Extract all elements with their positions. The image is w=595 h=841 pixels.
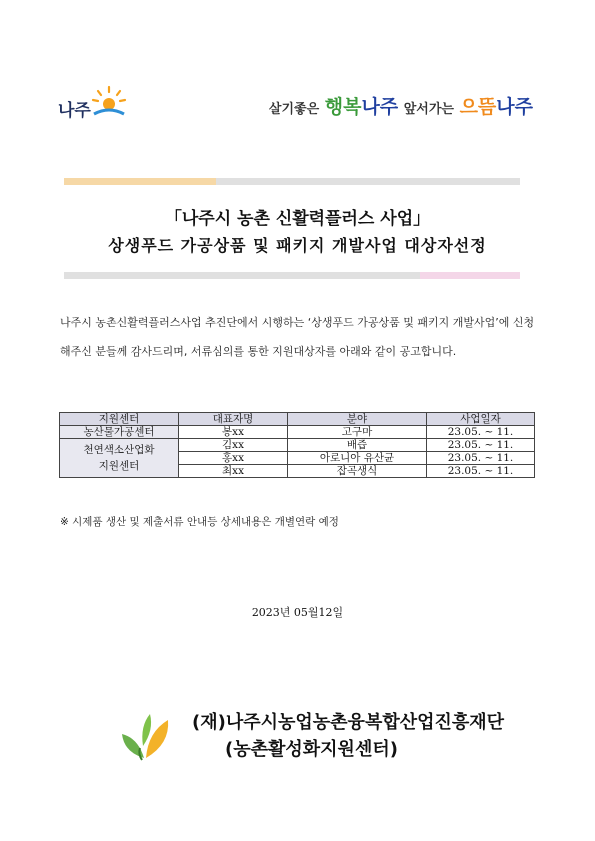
name-cell: 봉xx [179,426,288,439]
center-cell [60,439,179,478]
date-cell: 23.05. ~ 11. [427,452,535,465]
table-header-row [60,413,535,426]
slogan-part: 앞서가는 [403,102,454,117]
slogan-part: 나주 [361,96,399,118]
name-cell: 김xx [179,439,288,452]
field-cell: 잡곡생식 [288,465,427,478]
column-header: 대표자명 [179,413,288,426]
center-label: 지원센터 [98,460,140,472]
title-divider-top [64,178,520,185]
page-title: 「나주시 농촌 신활력플러스 사업」 [164,209,431,229]
sun-logo-icon [88,84,130,120]
table-row [60,426,535,439]
center-cell: 농산물가공센터 [60,426,179,439]
field-cell: 고구마 [288,426,427,439]
field-cell: 배즙 [288,439,427,452]
slogan-part: 으뜸 [459,96,497,118]
foundation-leaf-logo-icon [116,708,176,768]
naju-logo [58,84,138,124]
date-cell: 23.05. ~ 11. [427,439,535,452]
column-header: 사업일자 [427,413,535,426]
slogan-part: 나주 [496,96,533,118]
name-cell: 최xx [179,465,288,478]
center-label: 천연색소산업화 [83,444,155,456]
intro-paragraph: 나주시 농촌신활력플러스사업 추진단에서 시행하는 ‘상생푸드 가공상품 및 패키지 개발사업’에 신청해주신 분들께 감사드리며, 서류심의를 통한 지원대상자를 아래와 같이 공고합니다. [60,316,535,358]
date-cell: 23.05. ~ 11. [427,426,535,439]
note-text: ※ 시제품 생산 및 제출서류 안내등 상세내용은 개별연락 예정 [60,516,339,528]
slogan-part: 살기좋은 [268,102,320,117]
column-header: 지원센터 [60,413,179,426]
table-row [60,439,535,452]
selection-table [59,412,535,478]
field-cell: 아로니아 유산균 [288,452,427,465]
organization-name: (재)나주시농업농촌융복합산업진흥재단 [192,712,505,733]
page-subtitle: 상생푸드 가공상품 및 패키지 개발사업 대상자선정 [108,236,487,255]
name-cell: 홍xx [179,452,288,465]
logo-text: 나주 [58,101,91,121]
title-divider-bottom [64,272,520,279]
column-header: 분야 [288,413,427,426]
announcement-date: 2023년 05월12일 [251,606,344,619]
slogan-part: 행복 [324,96,362,118]
date-cell: 23.05. ~ 11. [427,465,535,478]
city-slogan [269,92,533,119]
organization-subname: (농촌활성화지원센터) [225,739,398,760]
